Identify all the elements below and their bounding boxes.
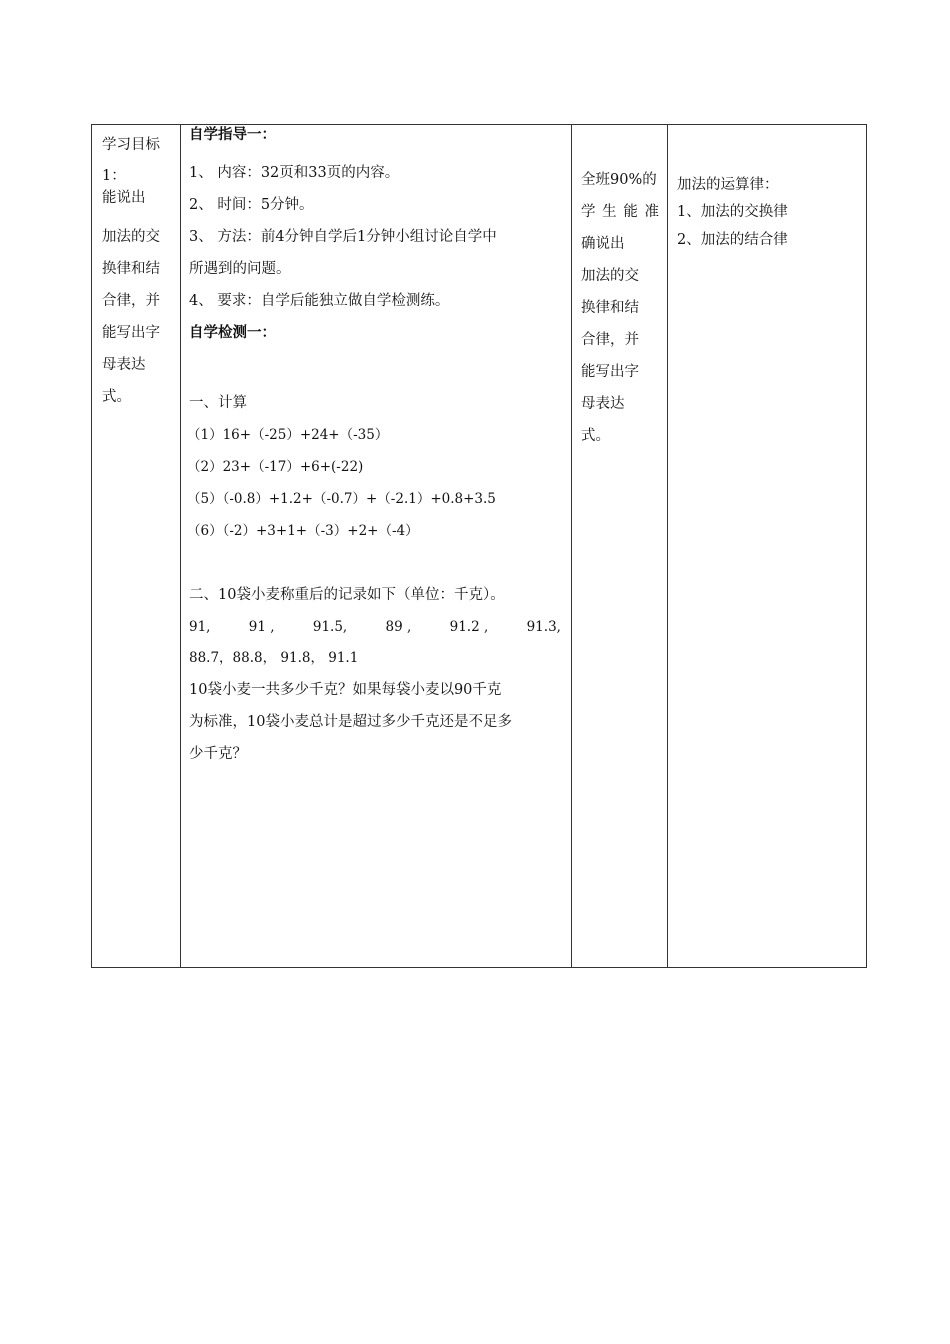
calc-item: （5）（-0.8）+1.2+（-0.7）+（-2.1）+0.8+3.5 bbox=[187, 491, 496, 507]
calc-item: （2）23+（-17）+6+(-22) bbox=[187, 459, 364, 475]
summary-cell bbox=[668, 125, 866, 967]
assessment-line: 确说出 bbox=[581, 236, 625, 252]
record-value: 91.3, bbox=[526, 619, 561, 635]
assessment-line: 式。 bbox=[581, 428, 610, 444]
part1-title: 一、计算 bbox=[189, 395, 247, 411]
guide-item: 所遇到的问题。 bbox=[189, 261, 291, 277]
part2-title: 二、10袋小麦称重后的记录如下（单位：千克）。 bbox=[189, 587, 505, 603]
question-line: 为标准，10袋小麦总计是超过多少千克还是不足多 bbox=[189, 714, 512, 730]
records-row bbox=[189, 617, 561, 637]
record-value: 91.2 , bbox=[449, 619, 489, 635]
objective-line: 学习目标 bbox=[102, 137, 160, 153]
objective-line: 母表达 bbox=[102, 357, 146, 373]
record-value: 91 , bbox=[248, 619, 275, 635]
objective-line: 能说出 bbox=[102, 190, 146, 206]
record-value: 89 , bbox=[385, 619, 412, 635]
check-heading: 自学检测一： bbox=[189, 324, 276, 341]
guide-item: 2、 时间：5分钟。 bbox=[189, 197, 314, 213]
records-row: 88.7，88.8， 91.8， 91.1 bbox=[189, 650, 359, 666]
objective-line: 加法的交 bbox=[102, 229, 160, 245]
question-line: 10袋小麦一共多少千克？如果每袋小麦以90千克 bbox=[189, 682, 502, 698]
assessment-line: 能写出字 bbox=[581, 364, 639, 380]
calc-item: （6）（-2）+3+1+（-3）+2+（-4） bbox=[187, 523, 419, 539]
content-cell bbox=[181, 125, 572, 967]
guide-item: 4、 要求：自学后能独立做自学检测练。 bbox=[189, 293, 450, 309]
summary-title: 加法的运算律： bbox=[677, 177, 779, 193]
guide-item: 3、 方法：前4分钟自学后1分钟小组讨论自学中 bbox=[189, 229, 497, 245]
objective-line: 能写出字 bbox=[102, 325, 160, 341]
assessment-line: 加法的交 bbox=[581, 268, 639, 284]
summary-item: 2、加法的结合律 bbox=[677, 232, 788, 248]
assessment-line: 母表达 bbox=[581, 396, 625, 412]
summary-item: 1、加法的交换律 bbox=[677, 204, 788, 220]
lesson-table bbox=[91, 124, 867, 968]
assessment-line: 合律，并 bbox=[581, 332, 639, 348]
objective-line: 1： bbox=[102, 168, 126, 184]
record-value: 91.5, bbox=[312, 619, 348, 635]
assessment-line: 换律和结 bbox=[581, 300, 639, 316]
objective-cell bbox=[92, 125, 181, 967]
guide-heading: 自学指导一： bbox=[189, 126, 276, 143]
assessment-line: 学 生 能 准 bbox=[581, 204, 659, 220]
guide-item: 1、 内容：32页和33页的内容。 bbox=[189, 165, 400, 181]
question-line: 少千克？ bbox=[189, 746, 247, 762]
objective-line: 合律，并 bbox=[102, 293, 160, 309]
calc-item: （1）16+（-25）+24+（-35） bbox=[187, 427, 389, 443]
assessment-cell bbox=[572, 125, 668, 967]
objective-line: 式。 bbox=[102, 389, 131, 405]
assessment-line: 全班90%的 bbox=[581, 172, 657, 188]
record-value: 91, bbox=[189, 619, 211, 635]
objective-line: 换律和结 bbox=[102, 261, 160, 277]
